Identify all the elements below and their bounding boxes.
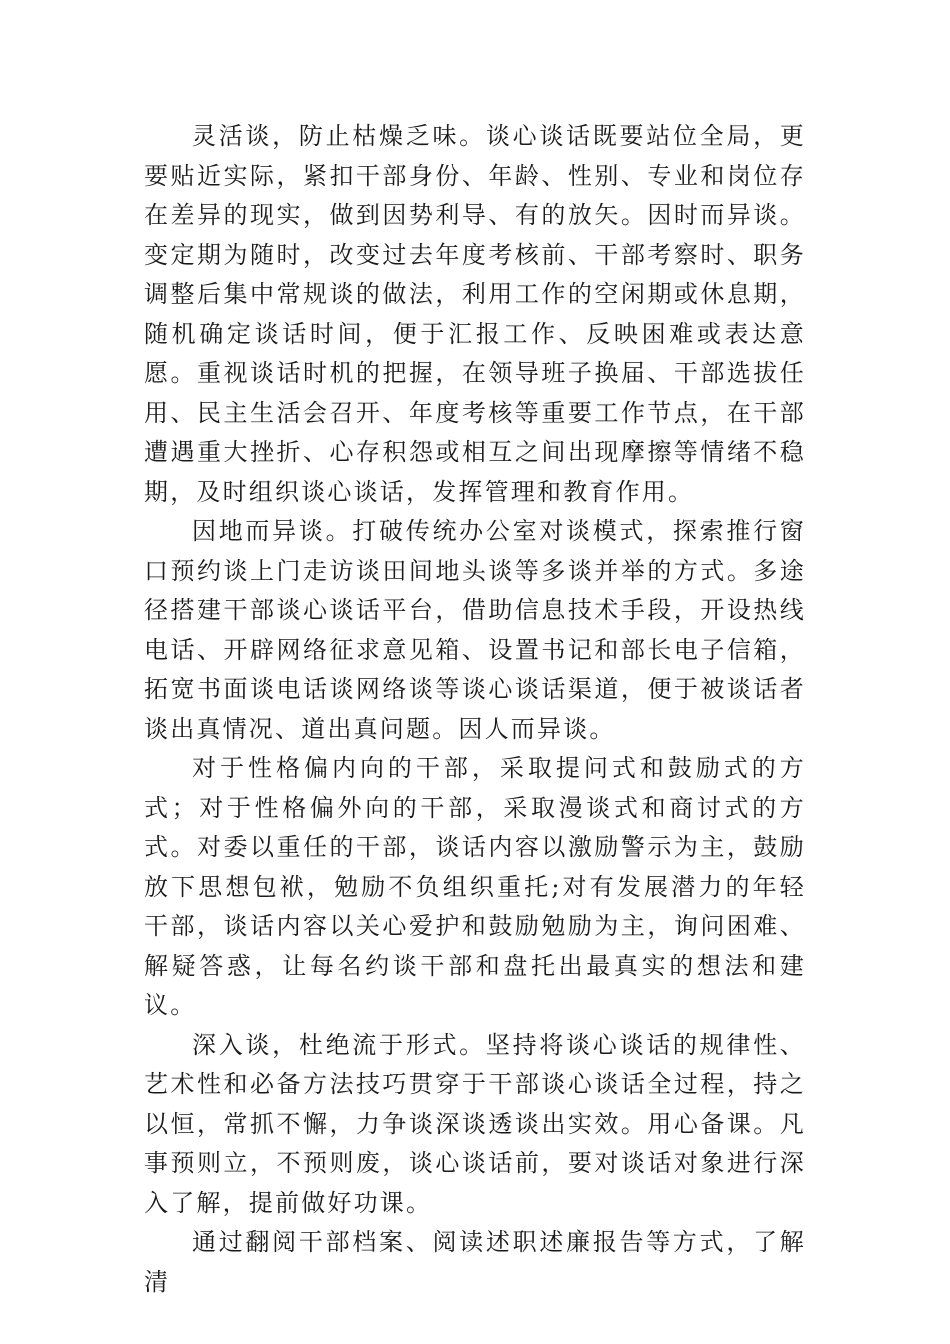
paragraph-1: 灵活谈，防止枯燥乏味。谈心谈话既要站位全局，更要贴近实际，紧扣干部身份、年龄、性别、专业和岗位存在差异的现实，做到因势利导、有的放矢。因时而异谈。变定期为随时，改变过去年度考核前、干部考察时、职务调整后集中常规谈的做法，利用工作的空闲期或休息期，随机确定谈话时间，便于汇报工作、反映困难或表达意愿。重视谈话时机的把握，在领导班子换届、干部选拔任用、民主生活会召开、年度考核等重要工作节点，在干部遭遇重大挫折、心存积怨或相互之间出现摩擦等情绪不稳期，及时组织谈心谈话，发挥管理和教育作用。 <box>144 122 806 506</box>
document-body <box>144 117 806 1302</box>
paragraph-2: 因地而异谈。打破传统办公室对谈模式，探索推行窗口预约谈上门走访谈田间地头谈等多谈并举的方式。多途径搭建干部谈心谈话平台，借助信息技术手段，开设热线电话、开辟网络征求意见箱、设置书记和部长电子信箱，拓宽书面谈电话谈网络谈等谈心谈话渠道，便于被谈话者谈出真情况、道出真问题。因人而异谈。 <box>144 517 806 743</box>
paragraph-5: 通过翻阅干部档案、阅读述职述廉报告等方式，了解清 <box>144 1228 806 1296</box>
paragraph-4: 深入谈，杜绝流于形式。坚持将谈心谈话的规律性、艺术性和必备方法技巧贯穿于干部谈心谈话全过程，持之以恒，常抓不懈，力争谈深谈透谈出实效。用心备课。凡事预则立，不预则废，谈心谈话前，要对谈话对象进行深入了解，提前做好功课。 <box>144 1030 806 1217</box>
paragraph-3: 对于性格偏内向的干部，采取提问式和鼓励式的方式；对于性格偏外向的干部，采取漫谈式和商讨式的方式。对委以重任的干部，谈话内容以激励警示为主，鼓励放下思想包袱，勉励不负组织重托;对有发展潜力的年轻干部，谈话内容以关心爱护和鼓励勉励为主，询问困难、解疑答惑，让每名约谈干部和盘托出最真实的想法和建议。 <box>144 754 806 1019</box>
